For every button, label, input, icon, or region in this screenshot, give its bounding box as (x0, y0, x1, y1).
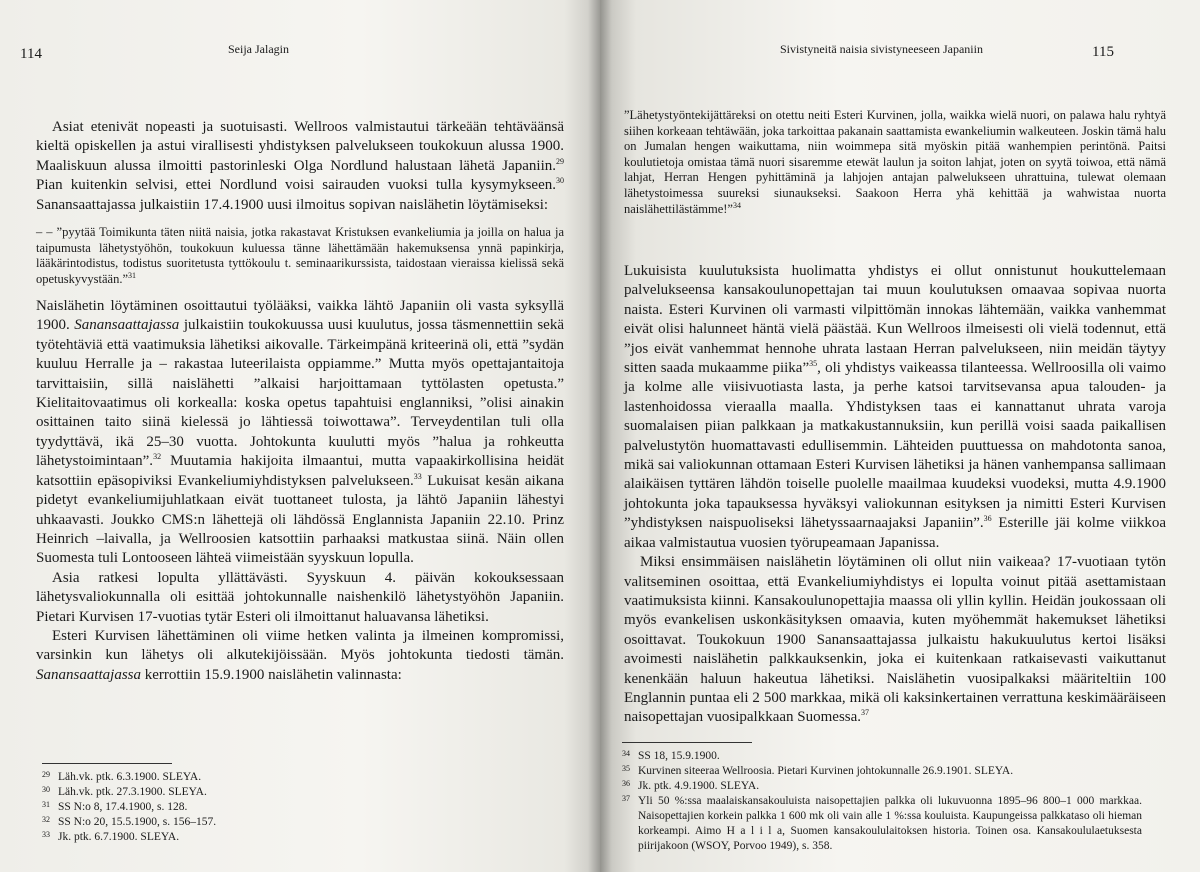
block-quote: – – ”pyytää Toimikunta täten niitä naisia, jotka rakastavat Kristuksen evankeliumia ja joilla on halua ja taipumusta lähetystyöhön, toukokuun kuluessa tänne lähettämään hakemuksensa ynnä papinkirja, lääkärintodistus, todistus suoritetusta tyttökoulu t. seminaarikurssista, taidostaan vieraissa kielissä sekä opetuskyvystään.”$^{31}$ (36, 225, 564, 286)
paragraph: Naislähetin löytäminen osoittautui työlääksi, vaikka lähtö Japaniin oli vasta syksyllä 1900. Sanansaattajassa julkaistiin toukokuussa uusi kuulutus, jossa täsmennettiin sekä työtehtäviä että vaatimuksia lähetiksi aikovalle. Tärkeimpänä kriteerinä oli, että ”sydän kuuluu Herralle ja – rakastaa luteerilaista oppiamme.” Mutta myös opettajantaitoja tarvittaisiin, sillä naislähetti ”alkaisi harjoittamaan tyttölasten opetusta.” Kielitaitovaatimus oli korkealla: koska opetus tapahtuisi englanniksi, ”olisi ainakin osittainen taito siinä kielessä jo lähtiessä toiwottawa”. Terveydentilan tuli olla tyydyttävä, ikä 25–30 vuotta. Johtokunta kuulutti myös ”halua ja rohkeutta lähetystoimintaan”.$^{32}$ Muutamia hakijoita ilmaantui, mutta vapaakirkollisina heidät katsottiin epäsopiviksi Evankeliumiyhdistyksen palvelukseen.$^{33}$ Lukuisat kesän aikana pidetyt evankeliumijuhlatkaan eivät tuottaneet tulosta, ja lähtö Japaniin lähestyi uhkaavasti. Joukko CMS:n lähettejä oli lähdössä Englannista Japaniin 22.10. Prinz Heinrich –laivalla, ja Wellroosien katsottiin parhaaksi matkustaa siinä. Näin ollen Suomesta tuli Lontooseen lähteä viimeistään syyskuun lopulla. (36, 298, 564, 567)
paragraph: Miksi ensimmäisen naislähetin löytäminen oli ollut niin vaikeaa? 17-vuotiaan tytön valitseminen osoittaa, että Evankeliumiyhdistys ei lopulta voinut pitää asettamistaan vaatimuksista kiinni. Kansakoulunopettajia maassa oli yllin kyllin. Heidän joukossaan oli myös evankelisen uskonkäsityksen omaavia, kuten myöhemmät hakemukset lähetiksi osoittavat. Toukokuun 1900 Sanansaattajassa julkaistu hakukuulutus kertoi lisäksi avoimesti naislähetin palkkauksenkin, joka ei kuitenkaan ratkaisevasti vaikuttanut kenenkään haluun hakeutua lähetiksi. Naislähetin vuosipalkaksi määriteltiin 100 Englannin puntaa eli 2 500 markkaa, mikä oli kaksinkertainen verrattuna keskimääräiseen naisopettajan vuosipalkkaan Suomessa.$^{37}$ (624, 554, 1166, 726)
right-body-text (624, 262, 1166, 728)
footnote: 37 Yli 50 %:ssa maalaiskansakouluista naisopettajien palkka oli lukuvuonna 1895–96 800–1 000 markkaa. Naisopettajien korkein palkka 1 600 mk oli vain alle 1 %:ssa kouluista. Kaupungeissa palkkataso oli hieman korkeampi. Aimo H a l i l a, Suomen kansakoululaitoksen historia. Toinen osa. Kansakoululaetuksesta piirijakoon (WSOY, Porvoo 1949), s. 358. (622, 794, 1142, 852)
footnote: 35 Kurvinen siteeraa Wellroosia. Pietari Kurvinen johtokunnalle 26.9.1901. SLEYA. (622, 764, 1014, 777)
footnote: 36 Jk. ptk. 4.9.1900. SLEYA. (622, 779, 760, 792)
footnote: 32 SS N:o 20, 15.5.1900, s. 156–157. (42, 815, 217, 828)
page-number: 115 (1092, 44, 1114, 60)
footnote-rule (622, 742, 752, 743)
right-page (600, 0, 1200, 872)
running-head: Sivistyneitä naisia sivistyneeseen Japaniin (780, 42, 983, 56)
page-number: 114 (20, 46, 42, 62)
paragraph: Lukuisista kuulutuksista huolimatta yhdistys ei ollut onnistunut houkuttelemaan palvelukseensa kansakoulunopettajan tai muun koulutuksen omaavaa sopivaa nuorta naista. Esteri Kurvinen oli varmasti vilpittömän innokas lähtemään, vaikka vanhemmat eivät olisi halunneet häntä vielä päästää. Kun Wellroos ilmeisesti oli vielä todennut, että ”jos eivät vanhemmat hennohe uhrata lastaan Herran palvelukseen, niin meidän täytyy sitten saada mukaamme piika”$^{35}$, oli yhdistys vaikeassa tilanteessa. Wellroosilla oli vaimo ja kolme alle viisivuotiasta lasta, ja perhe katsoi tarvitsevansa apua talouden- ja lastenhoidossa vieraalla maalla. Yhdistyksen taas ei kannattanut uhrata varoja suomalaisen piian palkkaan ja matkakustannuksiin, kun perillä voisi saada paikallisen palvelustytön huomattavasti edullisemmin. Lähteiden puuttuessa on mahdotonta sanoa, mikä sai valiokunnan ottamaan Esteri Kurvisen lähetiksi ja hänen vanhempansa sallimaan alaikäisen tyttären lähdön toiselle puolelle maailmaa kuudeksi vuodeksi, mutta 4.9.1900 johtokunta joka tapauksessa hyväksyi valiokunnan esityksen ja nimitti Esteri Kurvisen ”yhdistyksen naispuoliseksi lähetyssaarnaajaksi Japaniin”.$^{36}$ Esterille jäi kolme viikkoa aikaa valmistautua vuosien työrupeamaan Japanissa. (624, 263, 1167, 551)
footnote: 29 Läh.vk. ptk. 6.3.1900. SLEYA. (42, 770, 202, 783)
block-quote: ”Lähetystyöntekijättäreksi on otettu neiti Esteri Kurvinen, jolla, waikka wielä nuori, on palawa halu ryhtyä siihen korkeaan tehtäwään, joka tarkoittaa pakanain saattamista ewankeliumin walkeuteen. Joskin tämä halu on Jumalan hengen waikuttama, niin woimmepa sitä myöskin pitää wanhempien perintönä. Paitsi koulutietoja omistaa tämä nuori sisaremme etewät laulun ja soiton lahjat, joten on syytä toiwoa, että nämä lahjat, Herran Hengen pyhittäminä ja lahjojen antajan palwelukseen uhrattuina, tulewat olemaan lähetystoimessa suureksi siunaukseksi. Saakoon Herra yhä kehittää ja wahwistaa nuorta naislähettilästämme!”$^{34}$ (624, 108, 1166, 216)
paragraph: Esteri Kurvisen lähettäminen oli viime hetken valinta ja ilmeinen kompromissi, varsinkin kun lähetys oli alkutekijöissään. Myös johtokunta tiedosti tämän. Sanansaattajassa kerrottiin 15.9.1900 naislähetin valinnasta: (36, 627, 564, 683)
footnote: 31 SS N:o 8, 17.4.1900, s. 128. (42, 800, 188, 813)
left-footnotes (42, 763, 562, 845)
footnote-rule (42, 763, 172, 764)
paragraph: Asiat etenivät nopeasti ja suotuisasti. Wellroos valmistautui tärkeään tehtäväänsä kieltä opiskellen ja astui virallisesti yhdistyksen palvelukseen toukokuun alussa 1900. Maaliskuun alussa ilmoitti pastorinleski Olga Nordlund halustaan lähetä Japaniin.$^{29}$ Pian kuitenkin selvisi, ettei Nordlund voisi sairauden vuoksi tulla kysymykseen.$^{30}$ Sanansaattajassa julkaistiin 17.4.1900 uusi ilmoitus sopivan naislähetin löytämiseksi: (36, 119, 564, 213)
footnote: 33 Jk. ptk. 6.7.1900. SLEYA. (42, 830, 180, 843)
footnote: 30 Läh.vk. ptk. 27.3.1900. SLEYA. (42, 785, 207, 798)
running-head: Seija Jalagin (228, 42, 289, 56)
footnote: 34 SS 18, 15.9.1900. (622, 749, 720, 762)
right-footnotes (622, 742, 1142, 854)
paragraph: Asia ratkesi lopulta yllättävästi. Syyskuun 4. päivän kokouksessaan lähetysvaliokunnalla oli esittää johtokunnalle naishenkilö lähetystyöhön Japaniin. Pietari Kurvisen 17-vuotias tytär Esteri oli ilmoittanut haluavansa lähetiksi. (36, 569, 564, 625)
left-body-text (36, 118, 564, 685)
